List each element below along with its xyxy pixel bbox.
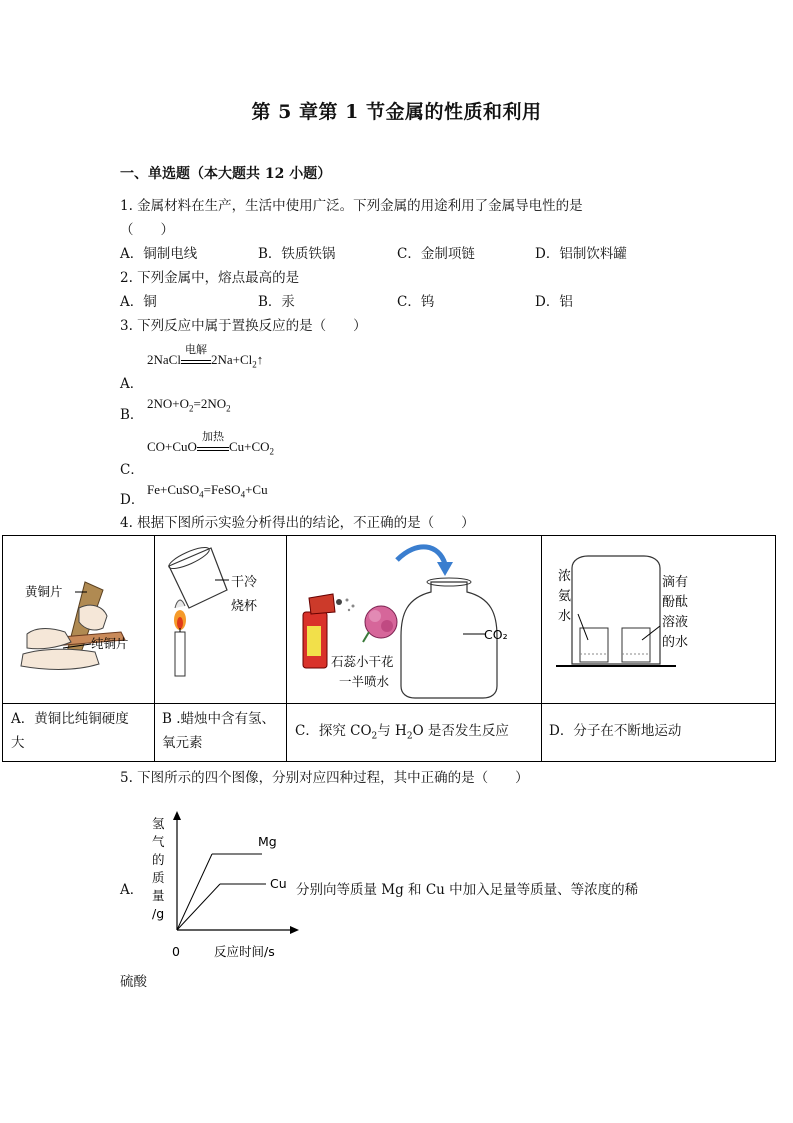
formula-a-condition: 电解 [184,343,207,356]
q5-option-a-desc: 分别向等质量 Mg 和 Cu 中加入足量等质量、等浓度的稀 [296,882,639,898]
q2-option-a: A．铜 [120,294,157,310]
label-flower-2: 一半喷水 [339,674,390,689]
ylabel-3: 的 [152,852,165,867]
label-copper: 纯铜片 [91,636,129,651]
label-dry: 干冷 [231,575,258,590]
candle-beaker-figure [155,536,286,703]
formula-a: 2NaCl 电解 $2Na+Cl_2↑$ [147,343,264,370]
formula-c: CO+CuO 加热 $Cu+CO_2$ [147,430,275,457]
ylabel-1: 氢 [152,816,165,831]
q3-label-c: C． [120,462,144,478]
series-cu-label: Cu [270,876,287,891]
q4-answer-a: A．黄铜比纯铜硬度 大 [11,711,129,751]
label-phenol-3: 溶液 [662,615,689,630]
brass-scratch-figure [3,536,154,703]
label-brass: 黄铜片 [25,584,63,599]
q4-answer-b: B .蜡烛中含有氢、 氧元素 [162,711,276,751]
q4-answer-c: C．探究 $CO_2$与 $H_2O$ 是否发生反应 [295,723,509,742]
formula-c-condition: 加热 [201,430,224,443]
ylabel-4: 质 [152,870,165,885]
q4-answer-d: D．分子在不断地运动 [549,723,682,739]
origin-label: 0 [172,944,180,959]
q5-option-a-desc-cont: 硫酸 [120,974,147,990]
q1-option-b: B．铁质铁锅 [258,246,336,262]
q4-stem: 4. 根据下图所示实验分析得出的结论，不正确的是（ ） [120,515,475,531]
label-flower-1: 石蕊小干花 [331,654,394,669]
page-title: 第 5 章第 1 节金属的性质和利用 [251,101,542,123]
q5-graph-a [140,806,300,966]
label-ammonia-2: 氨 [558,589,572,604]
q5-option-a-label: A． [120,882,144,898]
q2-option-d: D．铝 [535,294,573,310]
ylabel-5: 量 [152,888,165,903]
label-phenol-1: 滴有 [662,575,689,590]
label-ammonia-1: 浓 [558,569,572,584]
label-phenol-2: 酚酞 [662,595,689,610]
formula-d: Fe+CuSO$_4$=FeSO$_4$+Cu [147,482,268,500]
ylabel-2: 气 [152,834,165,849]
q3-label-b: B． [120,407,144,423]
section-heading: 一、单选题（本大题共 12 小题） [120,166,332,182]
label-beaker: 烧杯 [231,599,258,614]
xlabel: 反应时间/s [214,944,275,959]
ammonia-diffusion-figure [542,536,776,703]
label-phenol-4: 的水 [662,635,689,650]
co2-flower-figure [287,536,541,703]
q1-stem: 1. 金属材料在生产，生活中使用广泛。下列金属的用途利用了金属导电性的是 [120,198,583,214]
q3-label-a: A． [120,376,144,392]
q1-option-d: D．铝制饮料罐 [535,246,627,262]
q4-experiment-table [2,535,776,762]
q3-label-d: D． [120,492,145,508]
q2-stem: 2. 下列金属中，熔点最高的是 [120,270,300,286]
label-ammonia-3: 水 [558,609,572,624]
q1-option-c: C．金制项链 [397,246,475,262]
q1-option-a: A．铜制电线 [120,246,198,262]
q2-option-b: B．汞 [258,294,295,310]
q3-stem: 3. 下列反应中属于置换反应的是（ ） [120,318,367,334]
label-co2: CO₂ [484,627,508,642]
formula-b: $2NO+O_2=2NO_2$ [147,396,231,414]
q2-option-c: C．钨 [397,294,435,310]
q1-blank: （ ） [120,222,174,238]
q5-stem: 5. 下图所示的四个图像，分别对应四种过程，其中正确的是（ ） [120,770,529,786]
series-mg-label: Mg [258,834,277,849]
ylabel-6: /g [152,906,165,921]
